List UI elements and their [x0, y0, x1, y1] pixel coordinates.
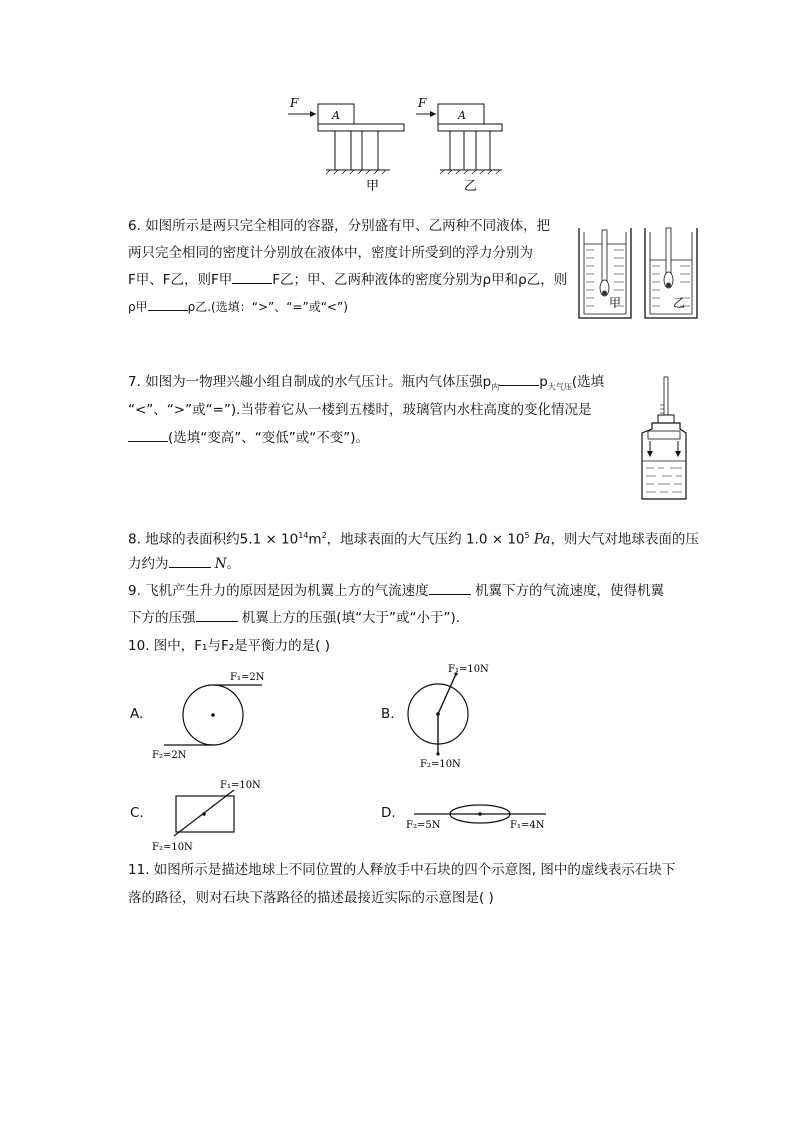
- beaker-left: [579, 228, 631, 318]
- q7-barometer-figure: [636, 375, 700, 503]
- q11-line2: 落的路径，则对石块下落路径的描述最接近实际的示意图是( ): [128, 890, 494, 906]
- force-label-right: F: [418, 96, 427, 110]
- q8-line2: 力约为 N。: [128, 556, 241, 572]
- q7-number: 7.: [128, 374, 141, 390]
- q7-line3: (选填“变高”、“变低”或“不变”)。: [128, 429, 369, 447]
- q6-blank-2[interactable]: [148, 298, 188, 311]
- q10-stem: 10. 图中，F₁与F₂是平衡力的是( ): [128, 638, 330, 654]
- q9-blank-1[interactable]: [429, 582, 471, 595]
- q8-blank[interactable]: [169, 555, 211, 568]
- block-label-right: A: [458, 109, 466, 122]
- q9-blank-2[interactable]: [196, 609, 238, 622]
- q10-option-b-figure: [398, 658, 508, 772]
- q10-c-f2: F₂=10N: [152, 842, 193, 853]
- force-label-left: F: [290, 96, 299, 110]
- q6-blank-1[interactable]: [232, 271, 272, 284]
- q11-number: 11.: [128, 862, 150, 878]
- q10-a-f1: F₁=2N: [230, 672, 265, 683]
- q8-line1: 8. 地球的表面积约$5.1 \times 10^{14}m^2$，地球表面的大气压约 $1.0 \times 10^5$ Pa，则大气对地球表面的压: [128, 531, 699, 548]
- q8-number: 8.: [128, 531, 141, 548]
- q9-number: 9.: [128, 583, 141, 599]
- q10-option-c-letter[interactable]: C.: [130, 805, 144, 821]
- q10-c-f1: F₁=10N: [220, 780, 261, 791]
- q11-line1: 11. 如图所示是描述地球上不同位置的人释放手中石块的四个示意图, 图中的虚线表示石块下: [128, 862, 676, 878]
- q6-line2: 两只完全相同的密度计分别放在液体中，密度计所受到的浮力分别为: [128, 245, 533, 261]
- q6-fig-label-left: 甲: [609, 296, 622, 310]
- block-label-left: A: [332, 109, 340, 122]
- q9-line1: 9. 飞机产生升力的原因是因为机翼上方的气流速度 机翼下方的气流速度，使得机翼: [128, 583, 664, 599]
- q7-blank-1[interactable]: [499, 373, 539, 386]
- q10-option-b-letter[interactable]: B.: [381, 706, 395, 722]
- q6-line3: F甲、F乙，则F甲 F乙；甲、乙两种液体的密度分别为ρ甲和ρ乙，则: [128, 272, 568, 288]
- q10-d-f2: F₂=5N: [406, 820, 441, 831]
- q10-b-f1: F₁=10N: [448, 664, 489, 675]
- beaker-right: [645, 228, 697, 318]
- q10-b-f2: F₂=10N: [420, 759, 461, 770]
- q10-a-f2: F₂=2N: [152, 750, 187, 761]
- figure-left-table: [288, 104, 404, 174]
- q10-d-f1: F₁=4N: [510, 820, 545, 831]
- q9-line2: 下方的压强 机翼上方的压强(填“大于”或“小于”).: [128, 610, 461, 626]
- q10-number: 10.: [128, 638, 150, 654]
- caption-left: 甲: [366, 179, 380, 194]
- q6-fig-label-right: 乙: [673, 296, 686, 310]
- q7-blank-2[interactable]: [128, 429, 168, 442]
- table-block-figure: [280, 90, 520, 200]
- q10-option-a-figure: [150, 668, 270, 762]
- q6-number: 6.: [128, 218, 141, 234]
- q6-line4: ρ甲 ρ乙.(选填：“>”、“=”或“<”): [128, 300, 348, 314]
- q6-line1: 6. 如图所示是两只完全相同的容器，分别盛有甲、乙两种不同液体，把: [128, 218, 551, 234]
- q7-line1: 7. 如图为一物理兴趣小组自制成的水气压计。瓶内气体压强$p_内$ $p_{大气压}$(选填: [128, 374, 605, 392]
- q10-option-d-figure: [400, 796, 560, 836]
- q6-hydrometer-figure: [576, 222, 702, 322]
- caption-right: 乙: [464, 179, 478, 194]
- q10-option-c-figure: [150, 772, 270, 856]
- q7-line2: “<”、“>”或“=”).当带着它从一楼到五楼时，玻璃管内水柱高度的变化情况是: [128, 402, 592, 418]
- q10-option-a-letter[interactable]: A.: [130, 706, 144, 722]
- q10-option-d-letter[interactable]: D.: [381, 805, 396, 821]
